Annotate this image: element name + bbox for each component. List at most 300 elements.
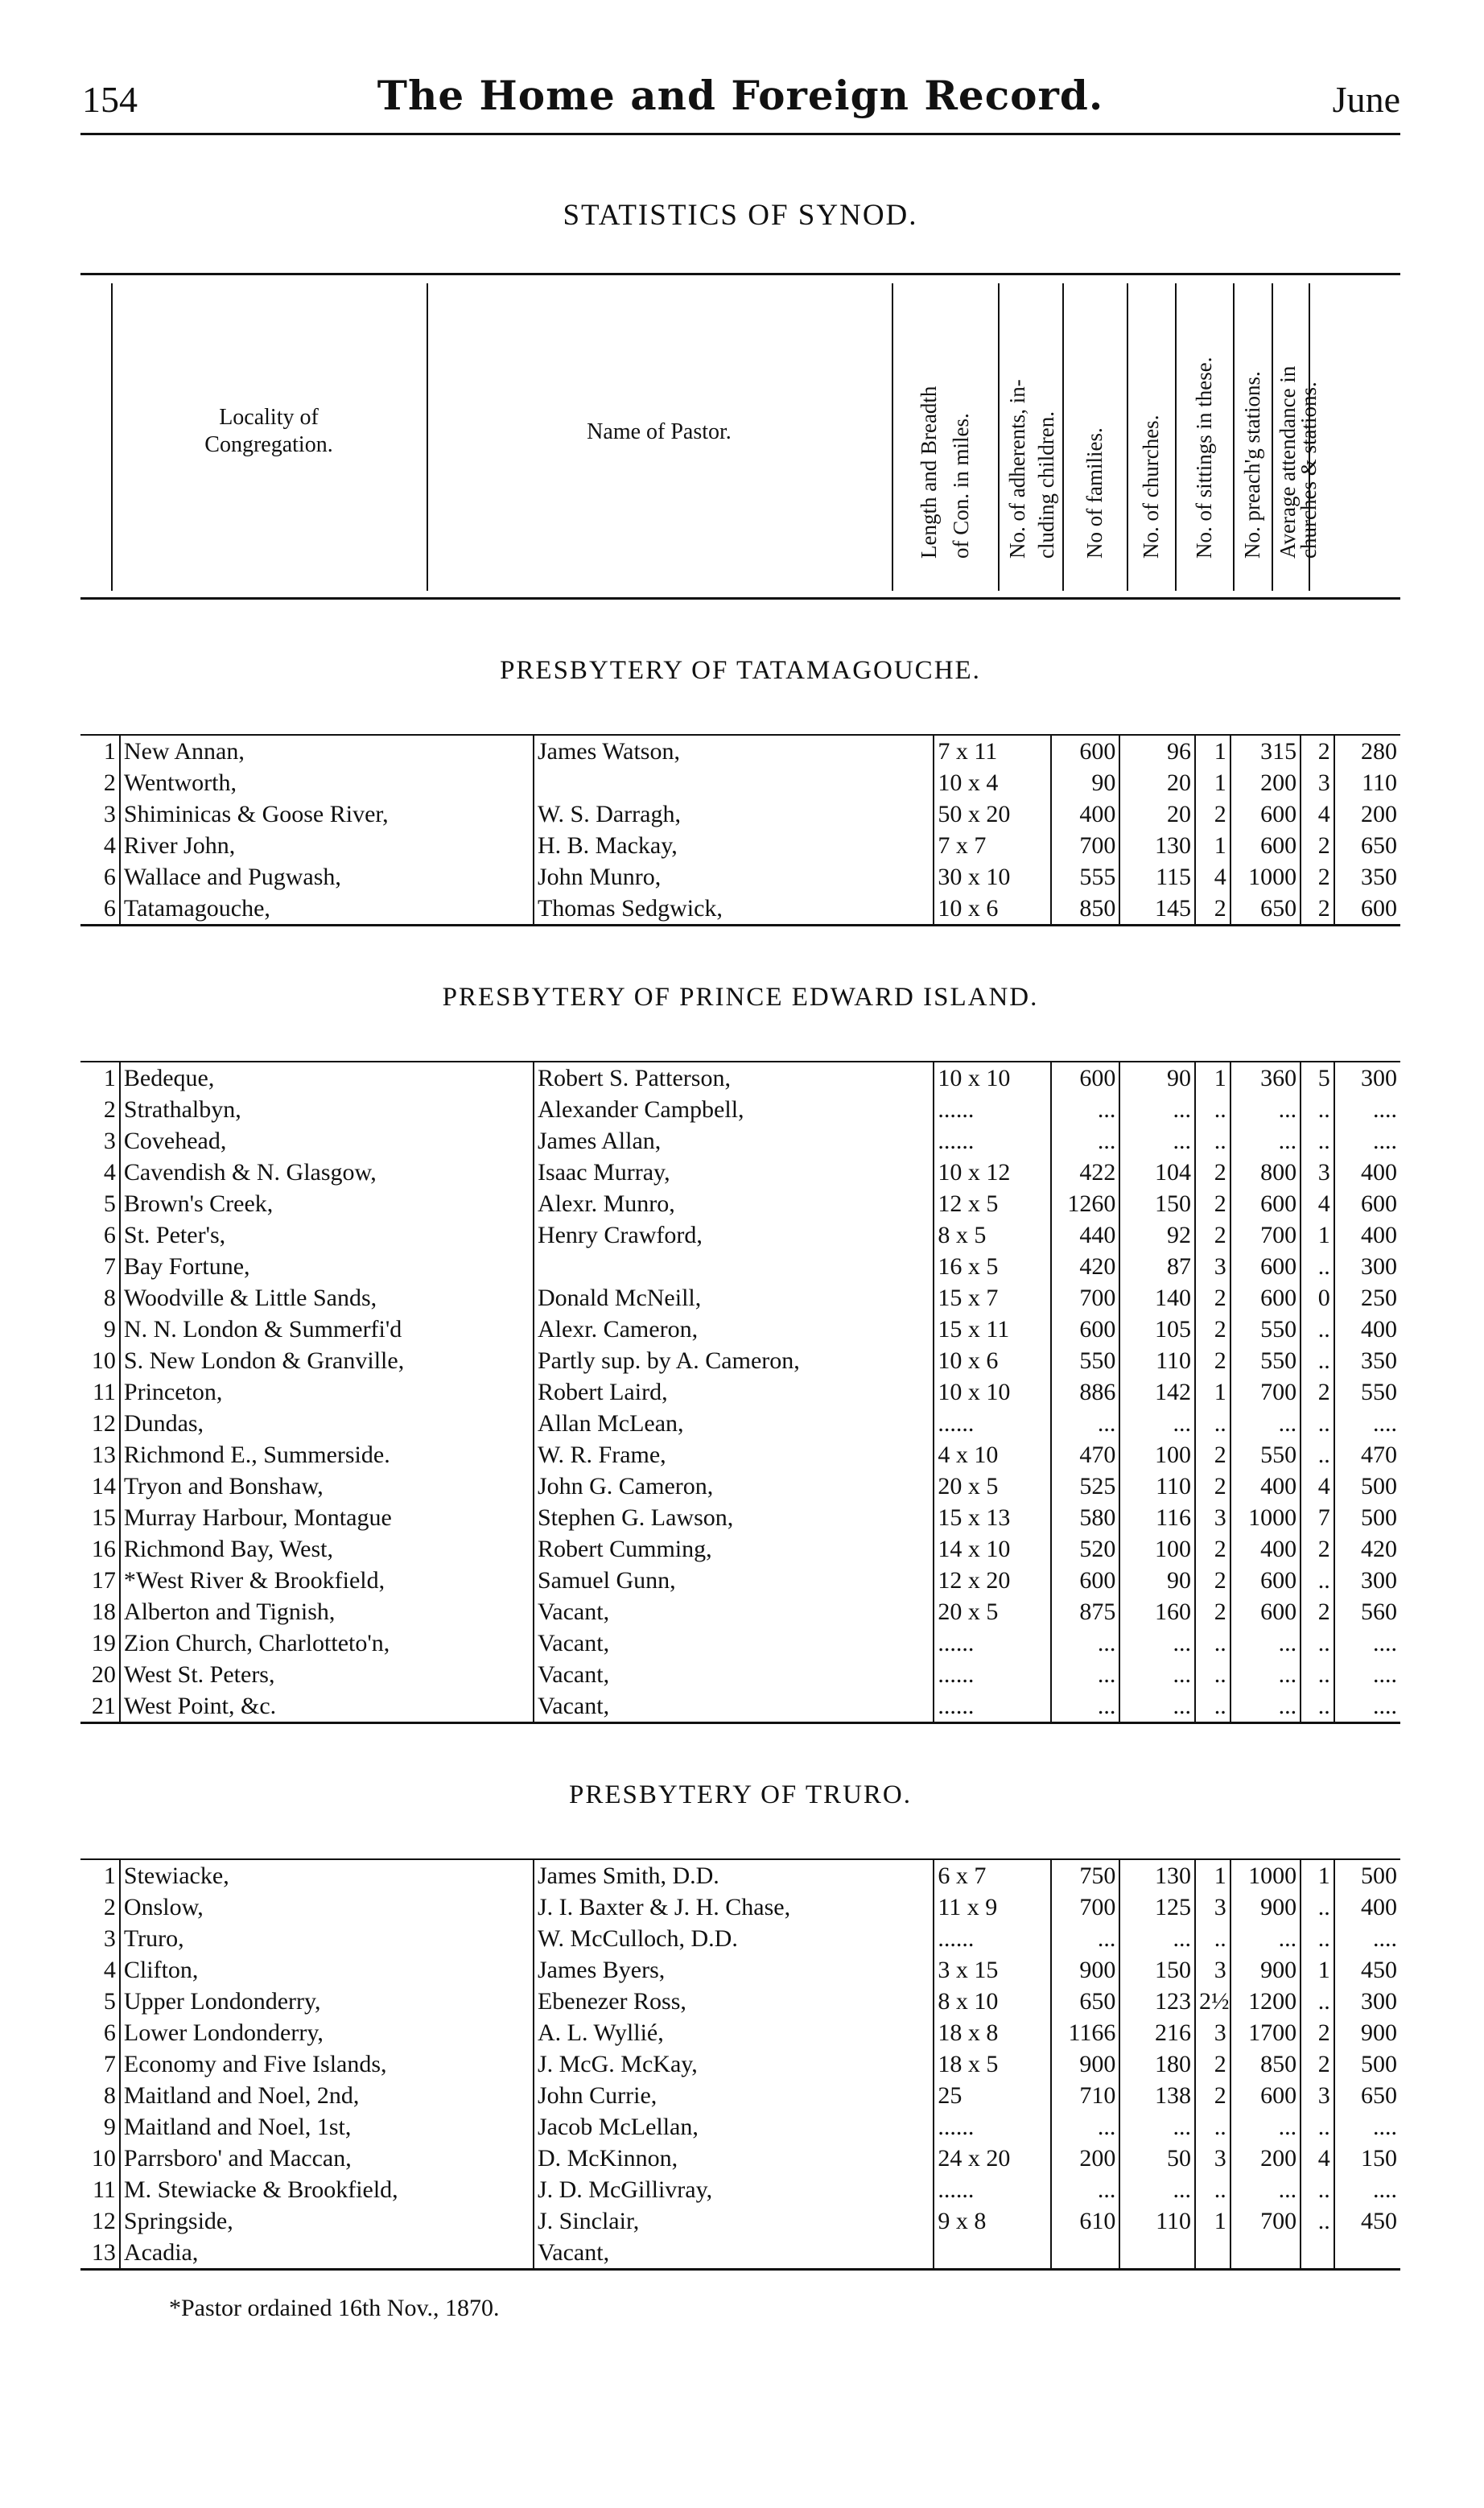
table-row	[80, 1891, 1400, 1923]
area-cell: ......	[934, 1659, 1051, 1690]
locality-cell: Truro,	[120, 1923, 534, 1954]
sittings-cell: ...	[1230, 1408, 1301, 1439]
no-cell: 16	[80, 1533, 120, 1565]
locality-cell: Upper Londonderry,	[120, 1986, 534, 2017]
stations-cell: 4	[1301, 1471, 1334, 1502]
locality-cell: Cavendish & N. Glasgow,	[120, 1157, 534, 1188]
no-cell: 6	[80, 1219, 120, 1251]
attendance-cell: 420	[1334, 1533, 1400, 1565]
churches-cell: 1	[1195, 830, 1230, 861]
families-cell: 116	[1119, 1502, 1195, 1533]
families-cell: 216	[1119, 2017, 1195, 2048]
pastor-cell: Partly sup. by A. Cameron,	[537, 1347, 800, 1374]
churches-cell: ..	[1195, 2111, 1230, 2143]
table-row	[80, 1345, 1400, 1376]
attendance-cell: 200	[1334, 798, 1400, 830]
adherents-cell: 400	[1051, 798, 1119, 830]
area-cell: 10 x 6	[934, 893, 1051, 926]
adherents-cell: 600	[1051, 735, 1119, 767]
sittings-cell: 800	[1230, 1157, 1301, 1188]
churches-cell: 3	[1195, 1954, 1230, 1986]
adherents-cell: 700	[1051, 1891, 1119, 1923]
stations-cell: 2	[1301, 1533, 1334, 1565]
area-cell: 7 x 11	[934, 735, 1051, 767]
no-cell: 2	[80, 1094, 120, 1125]
families-cell: ...	[1119, 1690, 1195, 1723]
area-cell: 14 x 10	[934, 1533, 1051, 1565]
pastor-cell: J. Sinclair,	[537, 2208, 640, 2234]
area-cell: ......	[934, 1627, 1051, 1659]
no-cell: 11	[80, 2174, 120, 2205]
adherents-cell: 886	[1051, 1376, 1119, 1408]
statistics-heading: STATISTICS OF SYNOD.	[563, 199, 918, 232]
families-cell: 150	[1119, 1188, 1195, 1219]
adherents-cell: 520	[1051, 1533, 1119, 1565]
area-cell: 15 x 7	[934, 1282, 1051, 1314]
families-cell: 123	[1119, 1986, 1195, 2017]
locality-cell: Woodville & Little Sands,	[120, 1282, 534, 1314]
pastor-cell: Vacant,	[537, 1661, 610, 1688]
attendance-cell: 400	[1334, 1891, 1400, 1923]
table-row	[80, 1533, 1400, 1565]
attendance-cell: 300	[1334, 1251, 1400, 1282]
attendance-cell: 650	[1334, 830, 1400, 861]
stations-cell: ..	[1301, 2205, 1334, 2237]
churches-cell: 2	[1195, 1219, 1230, 1251]
sittings-cell: 400	[1230, 1533, 1301, 1565]
families-cell: 125	[1119, 1891, 1195, 1923]
attendance-cell: 500	[1334, 1502, 1400, 1533]
attendance-cell: ....	[1334, 2111, 1400, 2143]
no-cell: 5	[80, 1986, 120, 2017]
attendance-cell: 650	[1334, 2080, 1400, 2111]
table-row	[80, 2048, 1400, 2080]
families-cell: ...	[1119, 1408, 1195, 1439]
attendance-cell: 500	[1334, 1471, 1400, 1502]
adherents-cell: 580	[1051, 1502, 1119, 1533]
attendance-cell: 560	[1334, 1596, 1400, 1627]
stations-cell: 2	[1301, 2048, 1334, 2080]
no-cell: 1	[80, 735, 120, 767]
sittings-cell: ...	[1230, 2174, 1301, 2205]
adherents-cell: 422	[1051, 1157, 1119, 1188]
no-cell: 9	[80, 1314, 120, 1345]
churches-cell: ..	[1195, 1094, 1230, 1125]
area-cell: 10 x 10	[934, 1062, 1051, 1094]
locality-cell: Princeton,	[120, 1376, 534, 1408]
families-cell: 110	[1119, 1471, 1195, 1502]
families-cell: ...	[1119, 1094, 1195, 1125]
adherents-cell: 440	[1051, 1219, 1119, 1251]
sittings-cell: 1000	[1230, 1859, 1301, 1891]
locality-cell: Wentworth,	[120, 767, 534, 798]
stations-cell: ..	[1301, 1251, 1334, 1282]
attendance-cell: ....	[1334, 2174, 1400, 2205]
pastor-cell: John Currie,	[537, 2082, 657, 2109]
table-row	[80, 2174, 1400, 2205]
area-cell: 8 x 5	[934, 1219, 1051, 1251]
table-row	[80, 2205, 1400, 2237]
locality-cell: Alberton and Tignish,	[120, 1596, 534, 1627]
churches-cell: ..	[1195, 1923, 1230, 1954]
attendance-cell: ....	[1334, 1690, 1400, 1723]
stations-cell: 3	[1301, 767, 1334, 798]
attendance-cell	[1334, 2237, 1400, 2270]
pastor-cell: J. I. Baxter & J. H. Chase,	[537, 1894, 791, 1920]
churches-column-header: No. of churches.	[1139, 415, 1163, 559]
area-cell: ......	[934, 1408, 1051, 1439]
stations-cell	[1301, 2237, 1334, 2270]
locality-cell: N. N. London & Summerfi'd	[120, 1314, 534, 1345]
table-row	[80, 1408, 1400, 1439]
sittings-cell: 600	[1230, 830, 1301, 861]
area-cell: ......	[934, 1094, 1051, 1125]
pastor-cell: Alexander Campbell,	[537, 1096, 744, 1123]
no-cell: 9	[80, 2111, 120, 2143]
adherents-cell: 900	[1051, 1954, 1119, 1986]
adherents-cell: ...	[1051, 1094, 1119, 1125]
table-row	[80, 830, 1400, 861]
table-row	[80, 767, 1400, 798]
area-column-header: Length and Breadth	[917, 386, 941, 559]
stations-cell: 3	[1301, 2080, 1334, 2111]
pastor-cell: Robert Laird,	[537, 1379, 668, 1405]
pastor-cell: James Byers,	[537, 1957, 666, 1983]
churches-cell: 2	[1195, 1282, 1230, 1314]
attendance-cell: ....	[1334, 1627, 1400, 1659]
page-number: 154	[82, 79, 138, 120]
churches-cell: ..	[1195, 1408, 1230, 1439]
churches-cell: 2	[1195, 893, 1230, 926]
pastor-cell: Robert S. Patterson,	[537, 1065, 731, 1091]
families-cell: ...	[1119, 2174, 1195, 2205]
pastor-cell: Jacob McLellan,	[537, 2114, 699, 2140]
table-row	[80, 2111, 1400, 2143]
locality-cell: Wallace and Pugwash,	[120, 861, 534, 893]
no-cell: 20	[80, 1659, 120, 1690]
adherents-cell: 875	[1051, 1596, 1119, 1627]
churches-cell: 2	[1195, 1157, 1230, 1188]
locality-cell: New Annan,	[120, 735, 534, 767]
attendance-cell: ....	[1334, 1408, 1400, 1439]
sittings-cell: 550	[1230, 1345, 1301, 1376]
attendance-cell: 500	[1334, 1859, 1400, 1891]
attendance-cell: ....	[1334, 1659, 1400, 1690]
adherents-cell: 550	[1051, 1345, 1119, 1376]
pastor-cell: Isaac Murray,	[537, 1159, 670, 1186]
churches-cell: 2	[1195, 1596, 1230, 1627]
locality-cell: M. Stewiacke & Brookfield,	[120, 2174, 534, 2205]
adherents-cell: 1166	[1051, 2017, 1119, 2048]
locality-cell: River John,	[120, 830, 534, 861]
pastor-cell: John Munro,	[537, 864, 662, 890]
area-cell: ......	[934, 1923, 1051, 1954]
locality-cell: Acadia,	[120, 2237, 534, 2270]
sittings-cell: 360	[1230, 1062, 1301, 1094]
adherents-cell: 900	[1051, 2048, 1119, 2080]
page	[80, 72, 1400, 2322]
sittings-cell: 650	[1230, 893, 1301, 926]
pastor-cell: James Watson,	[537, 738, 680, 765]
families-cell: 140	[1119, 1282, 1195, 1314]
sittings-cell: ...	[1230, 1659, 1301, 1690]
no-cell: 12	[80, 2205, 120, 2237]
locality-cell: Richmond E., Summerside.	[120, 1439, 534, 1471]
adherents-cell	[1051, 2237, 1119, 2270]
area-cell: 9 x 8	[934, 2205, 1051, 2237]
adherents-cell: ...	[1051, 1125, 1119, 1157]
sittings-cell: 600	[1230, 2080, 1301, 2111]
sittings-cell: ...	[1230, 1125, 1301, 1157]
table-row	[80, 1188, 1400, 1219]
attendance-column-header: Average attendance in	[1276, 365, 1300, 559]
stations-cell: 4	[1301, 1188, 1334, 1219]
locality-cell: Lower Londonderry,	[120, 2017, 534, 2048]
no-cell: 1	[80, 1062, 120, 1094]
churches-cell: 2	[1195, 1471, 1230, 1502]
sittings-cell: ...	[1230, 1923, 1301, 1954]
no-cell: 7	[80, 2048, 120, 2080]
table-row	[80, 1596, 1400, 1627]
families-cell: 115	[1119, 861, 1195, 893]
churches-cell: ..	[1195, 1125, 1230, 1157]
attendance-cell: 300	[1334, 1062, 1400, 1094]
families-cell: 100	[1119, 1533, 1195, 1565]
locality-cell: Parrsboro' and Maccan,	[120, 2143, 534, 2174]
sittings-cell: 200	[1230, 767, 1301, 798]
area-cell: ......	[934, 2111, 1051, 2143]
stations-cell: 2	[1301, 1376, 1334, 1408]
churches-cell: ..	[1195, 1627, 1230, 1659]
pastor-cell: Alexr. Cameron,	[537, 1316, 699, 1343]
locality-cell: Economy and Five Islands,	[120, 2048, 534, 2080]
no-cell: 2	[80, 767, 120, 798]
attendance-cell: 350	[1334, 861, 1400, 893]
sittings-cell: 200	[1230, 2143, 1301, 2174]
adherents-cell: 610	[1051, 2205, 1119, 2237]
locality-cell: Brown's Creek,	[120, 1188, 534, 1219]
sittings-cell: 600	[1230, 1188, 1301, 1219]
locality-cell: Zion Church, Charlotteto'n,	[120, 1627, 534, 1659]
families-cell: 92	[1119, 1219, 1195, 1251]
adherents-cell: 700	[1051, 1282, 1119, 1314]
no-cell: 4	[80, 1954, 120, 1986]
locality-cell: *West River & Brookfield,	[120, 1565, 534, 1596]
no-cell: 17	[80, 1565, 120, 1596]
churches-cell: 3	[1195, 1502, 1230, 1533]
families-cell: 96	[1119, 735, 1195, 767]
table-row	[80, 1627, 1400, 1659]
pastor-cell: W. R. Frame,	[537, 1442, 666, 1468]
churches-cell: 3	[1195, 2143, 1230, 2174]
area-cell: 11 x 9	[934, 1891, 1051, 1923]
stations-cell: ..	[1301, 2174, 1334, 2205]
families-cell: 150	[1119, 1954, 1195, 1986]
table-row	[80, 1471, 1400, 1502]
table-row	[80, 1157, 1400, 1188]
stations-cell: 7	[1301, 1502, 1334, 1533]
journal-title: The Home and Foreign Record.	[377, 72, 1104, 119]
families-cell: 100	[1119, 1439, 1195, 1471]
sittings-column-header: No. of sittings in these.	[1192, 357, 1216, 559]
churches-cell: 3	[1195, 1891, 1230, 1923]
families-cell: 142	[1119, 1376, 1195, 1408]
families-cell: 90	[1119, 1565, 1195, 1596]
no-cell: 8	[80, 1282, 120, 1314]
area-cell: 30 x 10	[934, 861, 1051, 893]
no-cell: 6	[80, 2017, 120, 2048]
sittings-cell: 1000	[1230, 1502, 1301, 1533]
area-cell: 12 x 5	[934, 1188, 1051, 1219]
sittings-cell: 700	[1230, 1376, 1301, 1408]
adherents-cell: 470	[1051, 1439, 1119, 1471]
pastor-cell: Vacant,	[537, 2239, 610, 2266]
families-cell: 110	[1119, 1345, 1195, 1376]
adherents-cell: 710	[1051, 2080, 1119, 2111]
pastor-cell: W. McCulloch, D.D.	[537, 1925, 738, 1952]
sittings-cell: ...	[1230, 1094, 1301, 1125]
pastor-cell: John G. Cameron,	[537, 1473, 714, 1499]
stations-cell: ..	[1301, 1094, 1334, 1125]
area-cell: 10 x 10	[934, 1376, 1051, 1408]
no-cell: 13	[80, 1439, 120, 1471]
families-cell: 87	[1119, 1251, 1195, 1282]
area-cell: 25	[934, 2080, 1051, 2111]
locality-cell: St. Peter's,	[120, 1219, 534, 1251]
table-row	[80, 2143, 1400, 2174]
churches-cell: 1	[1195, 2205, 1230, 2237]
stations-cell: 0	[1301, 1282, 1334, 1314]
sittings-cell: 600	[1230, 1596, 1301, 1627]
sittings-cell: 700	[1230, 2205, 1301, 2237]
adherents-cell: ...	[1051, 2111, 1119, 2143]
pastor-cell: H. B. Mackay,	[537, 832, 678, 859]
churches-cell: 2½	[1195, 1986, 1230, 2017]
locality-cell: West St. Peters,	[120, 1659, 534, 1690]
presbytery-table	[80, 1858, 1400, 2271]
table-row	[80, 2237, 1400, 2270]
stations-cell: ..	[1301, 1314, 1334, 1345]
churches-cell: 3	[1195, 1251, 1230, 1282]
sittings-cell: 600	[1230, 1565, 1301, 1596]
families-cell: 90	[1119, 1062, 1195, 1094]
stations-cell: ..	[1301, 1439, 1334, 1471]
adherents-cell: ...	[1051, 1923, 1119, 1954]
pastor-cell	[534, 1251, 934, 1282]
families-cell: 110	[1119, 2205, 1195, 2237]
attendance-cell: 900	[1334, 2017, 1400, 2048]
adherents-cell: ...	[1051, 1408, 1119, 1439]
families-cell: 160	[1119, 1596, 1195, 1627]
table-row	[80, 798, 1400, 830]
adherents-cell: 700	[1051, 830, 1119, 861]
no-cell: 14	[80, 1471, 120, 1502]
churches-cell: 2	[1195, 1533, 1230, 1565]
churches-cell: ..	[1195, 1690, 1230, 1723]
churches-cell: 2	[1195, 1314, 1230, 1345]
area-cell: 10 x 12	[934, 1157, 1051, 1188]
stations-cell: 3	[1301, 1157, 1334, 1188]
pastor-cell: W. S. Darragh,	[537, 801, 681, 827]
table-row	[80, 1282, 1400, 1314]
table-row	[80, 1062, 1400, 1094]
attendance-cell: 280	[1334, 735, 1400, 767]
issue-month: June	[1332, 79, 1400, 120]
churches-cell: 1	[1195, 1376, 1230, 1408]
pastor-cell: James Smith, D.D.	[537, 1862, 719, 1889]
locality-cell: Springside,	[120, 2205, 534, 2237]
table-row	[80, 2080, 1400, 2111]
no-cell: 6	[80, 861, 120, 893]
table-row	[80, 1094, 1400, 1125]
sittings-cell: 900	[1230, 1891, 1301, 1923]
attendance-cell: 470	[1334, 1439, 1400, 1471]
adherents-cell: 600	[1051, 1565, 1119, 1596]
stations-cell: 2	[1301, 2017, 1334, 2048]
area-cell	[934, 2237, 1051, 2270]
adherents-cell: 420	[1051, 1251, 1119, 1282]
pastor-cell: A. L. Wyllié,	[537, 2019, 664, 2046]
no-cell: 10	[80, 1345, 120, 1376]
presbytery-heading: PRESBYTERY OF TRURO.	[568, 1780, 912, 1809]
stations-cell: ..	[1301, 1659, 1334, 1690]
attendance-cell: 110	[1334, 767, 1400, 798]
families-cell: 130	[1119, 1859, 1195, 1891]
attendance-cell: ....	[1334, 1923, 1400, 1954]
area-cell: 16 x 5	[934, 1251, 1051, 1282]
table-row	[80, 1954, 1400, 1986]
area-cell: 15 x 13	[934, 1502, 1051, 1533]
pastor-cell: Thomas Sedgwick,	[537, 895, 723, 922]
adherents-cell: ...	[1051, 1690, 1119, 1723]
table-row	[80, 2017, 1400, 2048]
attendance-cell: 350	[1334, 1345, 1400, 1376]
sittings-cell: 550	[1230, 1439, 1301, 1471]
families-column-header: No of families.	[1082, 427, 1107, 559]
pastor-cell	[534, 767, 934, 798]
table-row	[80, 861, 1400, 893]
area-cell: 10 x 4	[934, 767, 1051, 798]
pastor-cell: Vacant,	[537, 1693, 610, 1719]
adherents-column-header: No. of adherents, in-	[1005, 379, 1029, 559]
no-cell: 19	[80, 1627, 120, 1659]
attendance-cell: 400	[1334, 1219, 1400, 1251]
locality-cell: Clifton,	[120, 1954, 534, 1986]
churches-cell: 4	[1195, 861, 1230, 893]
pastor-cell: Vacant,	[537, 1598, 610, 1625]
attendance-cell: 150	[1334, 2143, 1400, 2174]
sittings-cell: 400	[1230, 1471, 1301, 1502]
families-cell: 20	[1119, 798, 1195, 830]
attendance-cell: 450	[1334, 2205, 1400, 2237]
pastor-cell: D. McKinnon,	[537, 2145, 678, 2172]
churches-cell: 2	[1195, 1345, 1230, 1376]
no-cell: 21	[80, 1690, 120, 1723]
no-cell: 11	[80, 1376, 120, 1408]
families-cell: 145	[1119, 893, 1195, 926]
locality-cell: Onslow,	[120, 1891, 534, 1923]
column-header: Locality of Congregation. Name of Pastor. Length and Breadth of Con. in miles. No. of adherents, in- cluding children. No of families. No. of churches. No. of sittings in these. No. preach'g stations. Average attendance in churches & stations.	[80, 273, 1400, 600]
stations-cell: 2	[1301, 893, 1334, 926]
table-row	[80, 1690, 1400, 1723]
area-cell: 24 x 20	[934, 2143, 1051, 2174]
pastor-cell: Stephen G. Lawson,	[537, 1504, 734, 1531]
adherents-cell: 600	[1051, 1062, 1119, 1094]
stations-cell: 5	[1301, 1062, 1334, 1094]
churches-cell: 2	[1195, 798, 1230, 830]
table-row	[80, 1859, 1400, 1891]
churches-cell: 1	[1195, 735, 1230, 767]
